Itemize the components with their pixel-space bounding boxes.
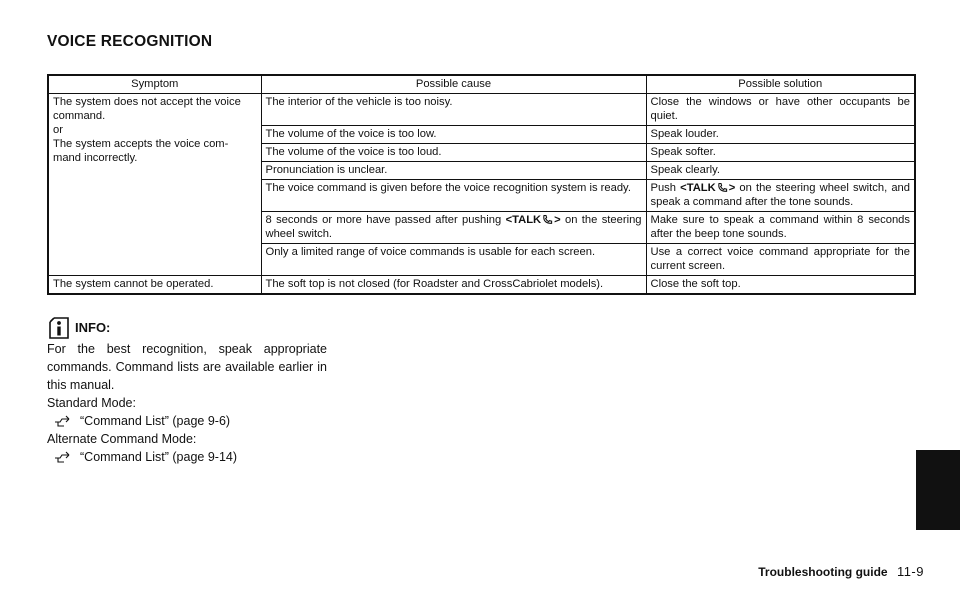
- cause-cell: The interior of the vehicle is too noisy.: [261, 94, 646, 126]
- info-label: INFO:: [75, 320, 111, 335]
- reference-arrow-icon: [54, 450, 76, 464]
- cause-text-post: on the steering wheel switch.: [265, 214, 642, 240]
- cause-cell: Only a limited range of voice commands is usable for each screen.: [261, 244, 646, 276]
- cause-cell: Pronunciation is unclear.: [261, 162, 646, 180]
- symptom-cell: The system cannot be operated.: [48, 276, 261, 295]
- talk-button-label: <TALK >: [680, 182, 736, 194]
- solution-cell: Use a correct voice command appropriate for the current screen.: [646, 244, 915, 276]
- cause-cell: The volume of the voice is too loud.: [261, 144, 646, 162]
- solution-text-pre: Push: [650, 182, 676, 194]
- solution-cell: [646, 180, 915, 212]
- table-row: [48, 276, 915, 295]
- reference-arrow-icon: [54, 414, 76, 428]
- alternate-ref-text: “Command List” (page 9-14): [80, 450, 238, 464]
- solution-cell: Close the soft top.: [646, 276, 915, 295]
- page-number: 11-9: [896, 564, 924, 579]
- cause-cell: The soft top is not closed (for Roadster and CrossCabriolet models).: [261, 276, 646, 295]
- cause-text-pre: 8 seconds or more have passed after pushing: [265, 214, 502, 226]
- solution-cell: Speak clearly.: [646, 162, 915, 180]
- solution-text-post: on the steering wheel switch, and speak a command after the tone sounds.: [650, 182, 911, 208]
- header-symptom: Symptom: [48, 75, 261, 94]
- alternate-mode-label: Alternate Command Mode:: [47, 432, 197, 446]
- cause-cell: [261, 212, 646, 244]
- talk-handset-icon: [717, 182, 728, 193]
- table-row: [48, 94, 915, 126]
- talk-handset-icon: [542, 214, 553, 225]
- info-text: For the best recognition, speak appropriate commands. Command lists are available earlier in this manual.: [47, 342, 327, 392]
- table-header-row: [48, 75, 915, 94]
- standard-mode-label: Standard Mode:: [47, 396, 136, 410]
- solution-cell: Make sure to speak a command within 8 seconds after the beep tone sounds.: [646, 212, 915, 244]
- cause-cell: The voice command is given before the voice recognition system is ready.: [261, 180, 646, 212]
- header-possible-solution: Possible solution: [646, 75, 915, 94]
- page-footer: [758, 564, 924, 579]
- cause-cell: The volume of the voice is too low.: [261, 126, 646, 144]
- talk-button-label: <TALK >: [505, 214, 561, 226]
- info-icon: [48, 316, 70, 340]
- footer-section-title: Troubleshooting guide: [758, 565, 888, 579]
- header-possible-cause: Possible cause: [261, 75, 646, 94]
- solution-cell: Speak softer.: [646, 144, 915, 162]
- solution-cell: Close the windows or have other occupants be quiet.: [646, 94, 915, 126]
- page-title: VOICE RECOGNITION: [47, 33, 213, 50]
- solution-cell: Speak louder.: [646, 126, 915, 144]
- standard-ref-text: “Command List” (page 9-6): [80, 414, 231, 428]
- chapter-tab: [916, 450, 960, 530]
- troubleshooting-table: [47, 74, 916, 295]
- symptom-cell: The system does not accept the voice command. or The system accepts the voice com- mand incorrectly.: [48, 94, 261, 276]
